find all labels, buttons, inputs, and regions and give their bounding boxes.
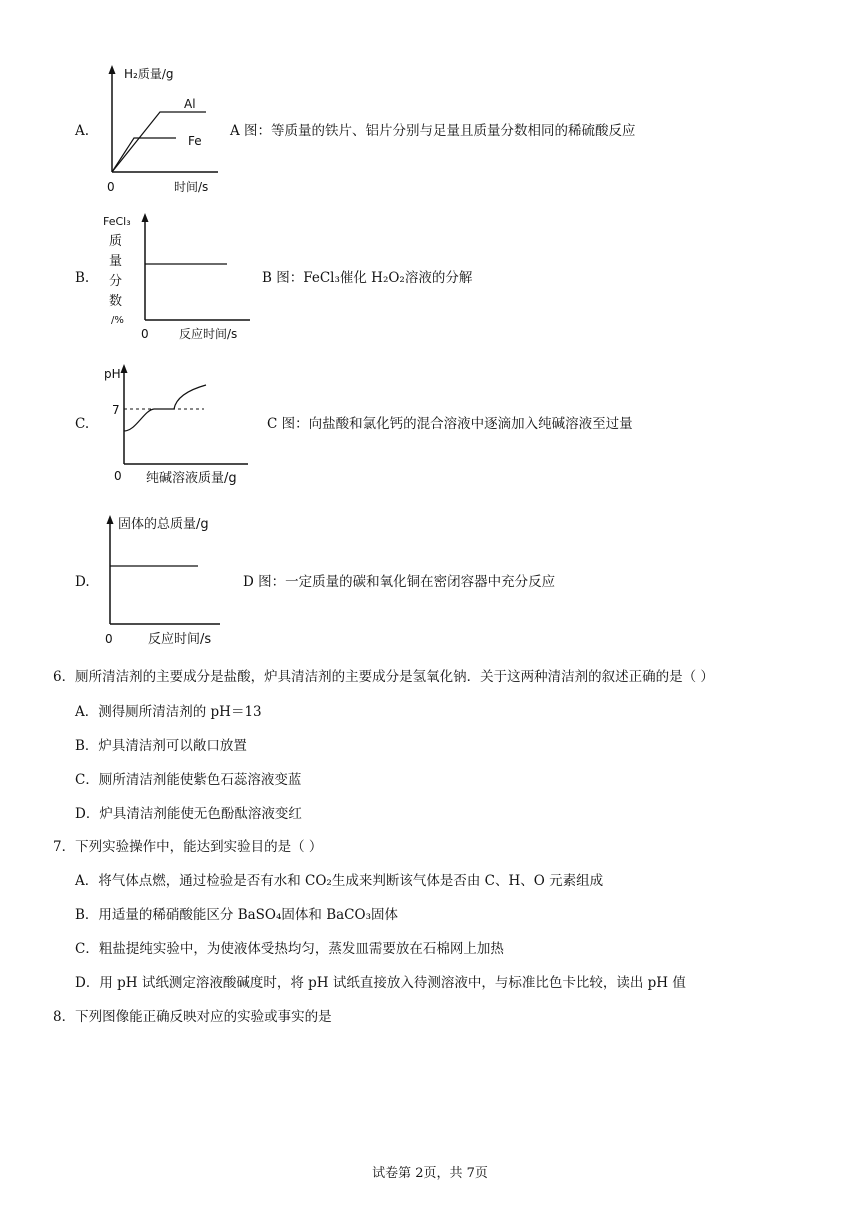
q7-option-b: B．用适量的稀硝酸能区分 BaSO₄固体和 BaCO₃固体: [75, 907, 398, 923]
graph-b-ylabel-1: 质: [109, 234, 123, 249]
graph-b-origin: 0: [141, 327, 149, 341]
q6-option-c: C．厕所清洁剂能使紫色石蕊溶液变蓝: [75, 772, 302, 788]
graph-a-fe-line: [112, 138, 176, 172]
graph-c-y-arrow: [121, 364, 128, 373]
q7-option-c: C．粗盐提纯实验中，为使液体受热均匀，蒸发皿需要放在石棉网上加热: [75, 941, 504, 957]
option-b-letter: B.: [75, 270, 90, 286]
graph-a-origin: 0: [107, 180, 115, 194]
graph-a: [100, 60, 230, 200]
graph-c-ytick: 7: [112, 403, 120, 417]
option-a-description: A 图：等质量的铁片、铝片分别与足量且质量分数相同的稀硫酸反应: [230, 123, 636, 139]
graph-b-ylabel-2: 量: [109, 254, 123, 269]
graph-c-origin: 0: [114, 469, 122, 483]
q6-stem: 6．厕所清洁剂的主要成分是盐酸，炉具清洁剂的主要成分是氢氧化钠．关于这两种清洁剂的叙述正确的是（ ）: [53, 669, 714, 685]
graph-d-origin: 0: [105, 632, 113, 646]
graph-d-ylabel: 固体的总质量/g: [118, 517, 209, 532]
graph-a-al-label: Al: [184, 97, 196, 111]
q6-option-d: D．炉具清洁剂能使无色酚酞溶液变红: [75, 806, 302, 822]
option-c-letter: C.: [75, 416, 90, 432]
graph-d: [98, 508, 248, 648]
graph-b-ylabel-0: FeCl₃: [103, 215, 131, 228]
q6-option-b: B．炉具清洁剂可以敞口放置: [75, 738, 247, 754]
q8-stem: 8．下列图像能正确反映对应的实验或事实的是: [53, 1009, 332, 1025]
graph-c-xlabel: 纯碱溶液质量/g: [146, 471, 237, 486]
q7-stem: 7．下列实验操作中，能达到实验目的是（ ）: [53, 839, 323, 855]
q7-option-a: A．将气体点燃，通过检验是否有水和 CO₂生成来判断该气体是否由 C、H、O 元素组成: [75, 873, 604, 889]
graph-b-xlabel: 反应时间/s: [179, 327, 238, 341]
option-a-letter: A.: [75, 123, 90, 139]
graph-a-y-arrow: [109, 65, 116, 74]
graph-b: [95, 210, 260, 345]
option-d-description: D 图：一定质量的碳和氧化铜在密闭容器中充分反应: [243, 574, 556, 590]
graph-c: [100, 358, 260, 493]
option-b-description: B 图：FeCl₃催化 H₂O₂溶液的分解: [262, 270, 473, 286]
graph-b-y-arrow: [142, 213, 149, 222]
page-footer: 试卷第 2页，共 7页: [372, 1166, 488, 1181]
graph-a-xlabel: 时间/s: [174, 180, 209, 194]
option-d-letter: D.: [75, 574, 90, 590]
graph-d-xlabel: 反应时间/s: [148, 632, 212, 647]
q6-option-a: A．测得厕所清洁剂的 pH＝13: [75, 704, 262, 720]
graph-b-ylabel-5: /%: [111, 315, 124, 326]
option-c-description: C 图：向盐酸和氯化钙的混合溶液中逐滴加入纯碱溶液至过量: [267, 416, 633, 432]
graph-b-ylabel-3: 分: [109, 274, 123, 289]
graph-a-fe-label: Fe: [188, 134, 202, 148]
graph-c-ylabel: pH: [104, 367, 121, 381]
graph-c-curve: [124, 385, 206, 431]
graph-d-y-arrow: [107, 515, 114, 524]
graph-a-ylabel: H₂质量/g: [124, 67, 174, 81]
q7-option-d: D．用 pH 试纸测定溶液酸碱度时，将 pH 试纸直接放入待测溶液中，与标准比色卡比较，读出 pH 值: [75, 975, 686, 991]
graph-b-ylabel-4: 数: [109, 294, 123, 309]
